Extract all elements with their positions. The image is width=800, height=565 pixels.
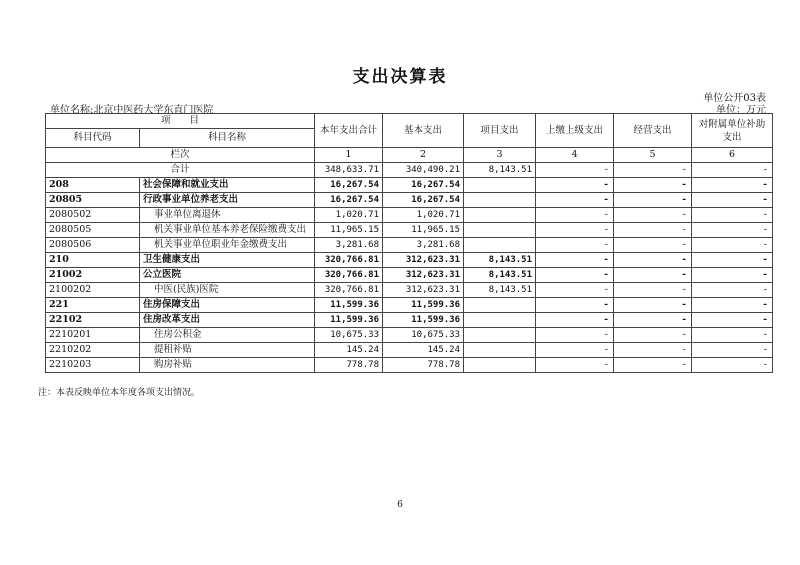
- index-cell: 6: [692, 148, 773, 163]
- business-cell: -: [614, 313, 692, 328]
- total-cell: 11,965.15: [315, 223, 383, 238]
- project-cell: [464, 298, 536, 313]
- project-cell: [464, 343, 536, 358]
- total-cell: 3,281.68: [315, 238, 383, 253]
- upper-cell: -: [536, 313, 614, 328]
- unit-name: 单位名称:北京中医药大学东直门医院: [50, 105, 214, 116]
- upper-cell: -: [536, 283, 614, 298]
- table-row: [46, 268, 773, 283]
- basic-cell: 3,281.68: [383, 238, 464, 253]
- code-cell: 2210203: [46, 358, 140, 373]
- index-cell: 4: [536, 148, 614, 163]
- total-cell: 145.24: [315, 343, 383, 358]
- subsidiary-cell: -: [692, 358, 773, 373]
- index-cell: 5: [614, 148, 692, 163]
- business-cell: -: [614, 193, 692, 208]
- upper-cell: -: [536, 238, 614, 253]
- business-cell: -: [614, 253, 692, 268]
- name-cell: 住房公积金: [140, 328, 315, 343]
- code-cell: 2210202: [46, 343, 140, 358]
- code-cell: 2080505: [46, 223, 140, 238]
- code-cell: 221: [46, 298, 140, 313]
- project-cell: [464, 193, 536, 208]
- project-cell: [464, 358, 536, 373]
- total-cell: 16,267.54: [315, 178, 383, 193]
- header-name: 科目名称: [140, 129, 315, 148]
- subsidiary-cell: -: [692, 268, 773, 283]
- table-row: [46, 313, 773, 328]
- subsidiary-cell: -: [692, 208, 773, 223]
- index-row: [46, 148, 773, 163]
- code-cell: 21002: [46, 268, 140, 283]
- name-cell: 住房改革支出: [140, 313, 315, 328]
- table-row: [46, 328, 773, 343]
- basic-cell: 16,267.54: [383, 178, 464, 193]
- total-cell: 348,633.71: [315, 163, 383, 178]
- project-cell: [464, 178, 536, 193]
- basic-cell: 340,490.21: [383, 163, 464, 178]
- basic-cell: 312,623.31: [383, 253, 464, 268]
- total-cell: 11,599.36: [315, 313, 383, 328]
- table-row: [46, 208, 773, 223]
- business-cell: -: [614, 178, 692, 193]
- table-row: [46, 193, 773, 208]
- name-cell: 机关事业单位职业年金缴费支出: [140, 238, 315, 253]
- basic-cell: 11,965.15: [383, 223, 464, 238]
- index-cell: 2: [383, 148, 464, 163]
- code-cell: 208: [46, 178, 140, 193]
- subsidiary-cell: -: [692, 238, 773, 253]
- table-row: [46, 343, 773, 358]
- total-label: 合计: [46, 163, 315, 178]
- subsidiary-cell: -: [692, 328, 773, 343]
- business-cell: -: [614, 358, 692, 373]
- business-cell: -: [614, 208, 692, 223]
- basic-cell: 16,267.54: [383, 193, 464, 208]
- subsidiary-cell: -: [692, 343, 773, 358]
- currency-unit: 单位：万元: [716, 105, 766, 116]
- business-cell: -: [614, 298, 692, 313]
- index-cell: 1: [315, 148, 383, 163]
- project-cell: [464, 208, 536, 223]
- name-cell: 购房补贴: [140, 358, 315, 373]
- page-number: 6: [397, 500, 403, 510]
- subsidiary-cell: -: [692, 298, 773, 313]
- header-business: 经营支出: [614, 114, 692, 148]
- business-cell: -: [614, 223, 692, 238]
- project-cell: [464, 223, 536, 238]
- upper-cell: -: [536, 298, 614, 313]
- name-cell: 卫生健康支出: [140, 253, 315, 268]
- header-project: 项目支出: [464, 114, 536, 148]
- code-cell: 20805: [46, 193, 140, 208]
- subsidiary-cell: -: [692, 163, 773, 178]
- business-cell: -: [614, 163, 692, 178]
- total-cell: 320,766.81: [315, 283, 383, 298]
- name-cell: 中医(民族)医院: [140, 283, 315, 298]
- code-cell: 22102: [46, 313, 140, 328]
- header-code: 科目代码: [46, 129, 140, 148]
- basic-cell: 11,599.36: [383, 298, 464, 313]
- name-cell: 公立医院: [140, 268, 315, 283]
- table-row: [46, 298, 773, 313]
- basic-cell: 10,675.33: [383, 328, 464, 343]
- subsidiary-cell: -: [692, 178, 773, 193]
- code-cell: 2210201: [46, 328, 140, 343]
- total-cell: 320,766.81: [315, 268, 383, 283]
- index-label: 栏次: [46, 148, 315, 163]
- header-basic: 基本支出: [383, 114, 464, 148]
- total-cell: 778.78: [315, 358, 383, 373]
- project-cell: 8,143.51: [464, 268, 536, 283]
- subsidiary-cell: -: [692, 313, 773, 328]
- total-row: [46, 163, 773, 178]
- total-cell: 320,766.81: [315, 253, 383, 268]
- business-cell: -: [614, 343, 692, 358]
- basic-cell: 312,623.31: [383, 268, 464, 283]
- code-cell: 2080506: [46, 238, 140, 253]
- table-row: [46, 253, 773, 268]
- basic-cell: 312,623.31: [383, 283, 464, 298]
- upper-cell: -: [536, 193, 614, 208]
- subsidiary-cell: -: [692, 253, 773, 268]
- name-cell: 机关事业单位基本养老保险缴费支出: [140, 223, 315, 238]
- upper-cell: -: [536, 253, 614, 268]
- basic-cell: 778.78: [383, 358, 464, 373]
- upper-cell: -: [536, 343, 614, 358]
- header-subsidiary: 对附属单位补助支出: [692, 114, 773, 148]
- business-cell: -: [614, 328, 692, 343]
- upper-cell: -: [536, 268, 614, 283]
- basic-cell: 1,020.71: [383, 208, 464, 223]
- index-cell: 3: [464, 148, 536, 163]
- project-cell: [464, 238, 536, 253]
- table-row: [46, 223, 773, 238]
- table-row: [46, 358, 773, 373]
- page-title: 支出决算表: [352, 67, 448, 87]
- project-cell: [464, 313, 536, 328]
- project-cell: [464, 328, 536, 343]
- upper-cell: -: [536, 223, 614, 238]
- total-cell: 1,020.71: [315, 208, 383, 223]
- upper-cell: -: [536, 208, 614, 223]
- header-item: 项 目: [46, 114, 315, 129]
- project-cell: 8,143.51: [464, 283, 536, 298]
- header-total: 本年支出合计: [315, 114, 383, 148]
- upper-cell: -: [536, 358, 614, 373]
- name-cell: 行政事业单位养老支出: [140, 193, 315, 208]
- upper-cell: -: [536, 163, 614, 178]
- subsidiary-cell: -: [692, 223, 773, 238]
- table-row: [46, 238, 773, 253]
- header-row-1: [46, 114, 773, 129]
- expenditure-table: [45, 113, 773, 373]
- header-upper: 上缴上级支出: [536, 114, 614, 148]
- subsidiary-cell: -: [692, 193, 773, 208]
- name-cell: 社会保障和就业支出: [140, 178, 315, 193]
- subsidiary-cell: -: [692, 283, 773, 298]
- business-cell: -: [614, 238, 692, 253]
- total-cell: 16,267.54: [315, 193, 383, 208]
- upper-cell: -: [536, 178, 614, 193]
- code-cell: 210: [46, 253, 140, 268]
- upper-cell: -: [536, 328, 614, 343]
- project-cell: 8,143.51: [464, 253, 536, 268]
- name-cell: 事业单位离退休: [140, 208, 315, 223]
- code-cell: 2080502: [46, 208, 140, 223]
- business-cell: -: [614, 283, 692, 298]
- project-cell: 8,143.51: [464, 163, 536, 178]
- code-cell: 2100202: [46, 283, 140, 298]
- table-row: [46, 178, 773, 193]
- total-cell: 11,599.36: [315, 298, 383, 313]
- basic-cell: 11,599.36: [383, 313, 464, 328]
- total-cell: 10,675.33: [315, 328, 383, 343]
- basic-cell: 145.24: [383, 343, 464, 358]
- form-number: 单位公开03表: [703, 93, 766, 104]
- table-row: [46, 283, 773, 298]
- name-cell: 住房保障支出: [140, 298, 315, 313]
- name-cell: 提租补贴: [140, 343, 315, 358]
- business-cell: -: [614, 268, 692, 283]
- table-note: 注：本表反映单位本年度各项支出情况。: [38, 388, 201, 398]
